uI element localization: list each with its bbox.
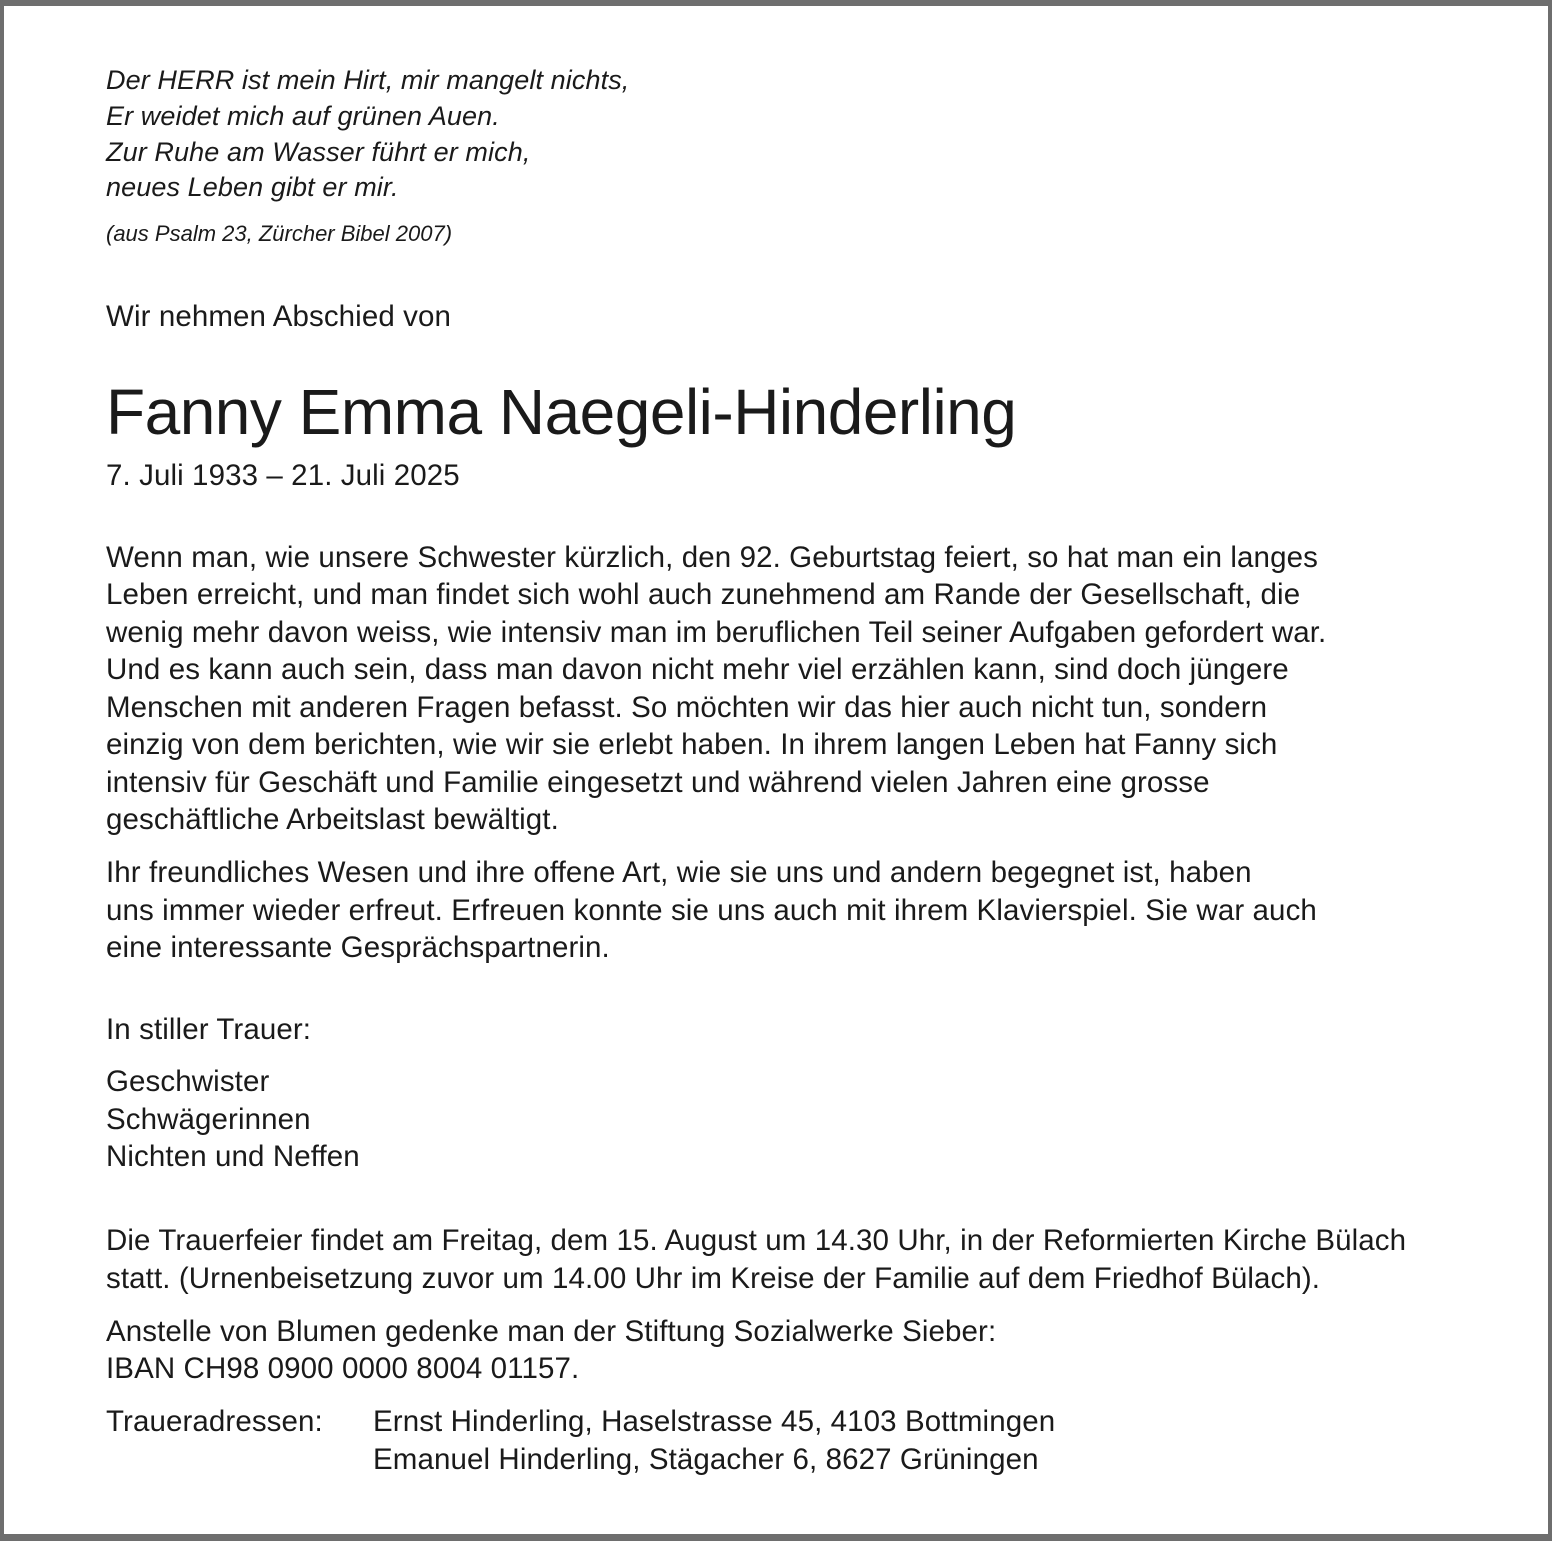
address-entry: Emanuel Hinderling, Stägacher 6, 8627 Grüningen	[373, 1443, 1039, 1476]
paragraph-line: statt. (Urnenbeisetzung zuvor um 14.00 Uhr im Kreise der Familie auf dem Friedhof Bülach).	[106, 1262, 1321, 1295]
addresses-label: Traueradressen:	[106, 1405, 323, 1438]
paragraph-line: uns immer wieder erfreut. Erfreuen konnte sie uns auch mit ihrem Klavierspiel. Sie war auch	[106, 894, 1317, 927]
intro-text: Wir nehmen Abschied von	[106, 300, 452, 333]
psalm-line: neues Leben gibt er mir.	[106, 172, 399, 202]
list-item: Schwägerinnen	[106, 1103, 311, 1136]
paragraph-line: einzig von dem berichten, wie wir sie erlebt haben. In ihrem langen Leben hat Fanny sich	[106, 728, 1278, 761]
list-item: Nichten und Neffen	[106, 1140, 360, 1173]
paragraph-line: Anstelle von Blumen gedenke man der Stiftung Sozialwerke Sieber:	[106, 1315, 997, 1348]
paragraph-line: Ihr freundliches Wesen und ihre offene Art, wie sie uns und andern begegnet ist, haben	[106, 856, 1252, 889]
iban-line: IBAN CH98 0900 0000 8004 01157.	[106, 1352, 580, 1385]
list-item: Geschwister	[106, 1065, 270, 1098]
paragraph-line: Und es kann auch sein, dass man davon nicht mehr viel erzählen kann, sind doch jüngere	[106, 653, 1289, 686]
deceased-name: Fanny Emma Naegeli-Hinderling	[106, 376, 1017, 448]
paragraph-line: Die Trauerfeier findet am Freitag, dem 15. August um 14.30 Uhr, in der Reformierten Kirche Bülach	[106, 1224, 1407, 1257]
paragraph-line: wenig mehr davon weiss, wie intensiv man im beruflichen Teil seiner Aufgaben gefordert war.	[106, 616, 1327, 649]
psalm-line: Er weidet mich auf grünen Auen.	[106, 101, 500, 131]
psalm-line: Der HERR ist mein Hirt, mir mangelt nichts,	[106, 65, 630, 95]
life-dates: 7. Juli 1933 – 21. Juli 2025	[106, 459, 460, 492]
paragraph-line: Leben erreicht, und man findet sich wohl auch zunehmend am Rande der Gesellschaft, die	[106, 578, 1301, 611]
paragraph-line: eine interessante Gesprächspartnerin.	[106, 931, 610, 964]
paragraph-line: geschäftliche Arbeitslast bewältigt.	[106, 803, 559, 836]
psalm-source: (aus Psalm 23, Zürcher Bibel 2007)	[106, 221, 453, 246]
psalm-line: Zur Ruhe am Wasser führt er mich,	[106, 137, 531, 167]
paragraph-line: Menschen mit anderen Fragen befasst. So möchten wir das hier auch nicht tun, sondern	[106, 691, 1268, 724]
paragraph-line: Wenn man, wie unsere Schwester kürzlich, den 92. Geburtstag feiert, so hat man ein langes	[106, 541, 1318, 574]
paragraph-line: intensiv für Geschäft und Familie eingesetzt und während vielen Jahren eine grosse	[106, 766, 1210, 799]
mourners-heading: In stiller Trauer:	[106, 1013, 312, 1046]
address-entry: Ernst Hinderling, Haselstrasse 45, 4103 Bottmingen	[373, 1405, 1056, 1438]
